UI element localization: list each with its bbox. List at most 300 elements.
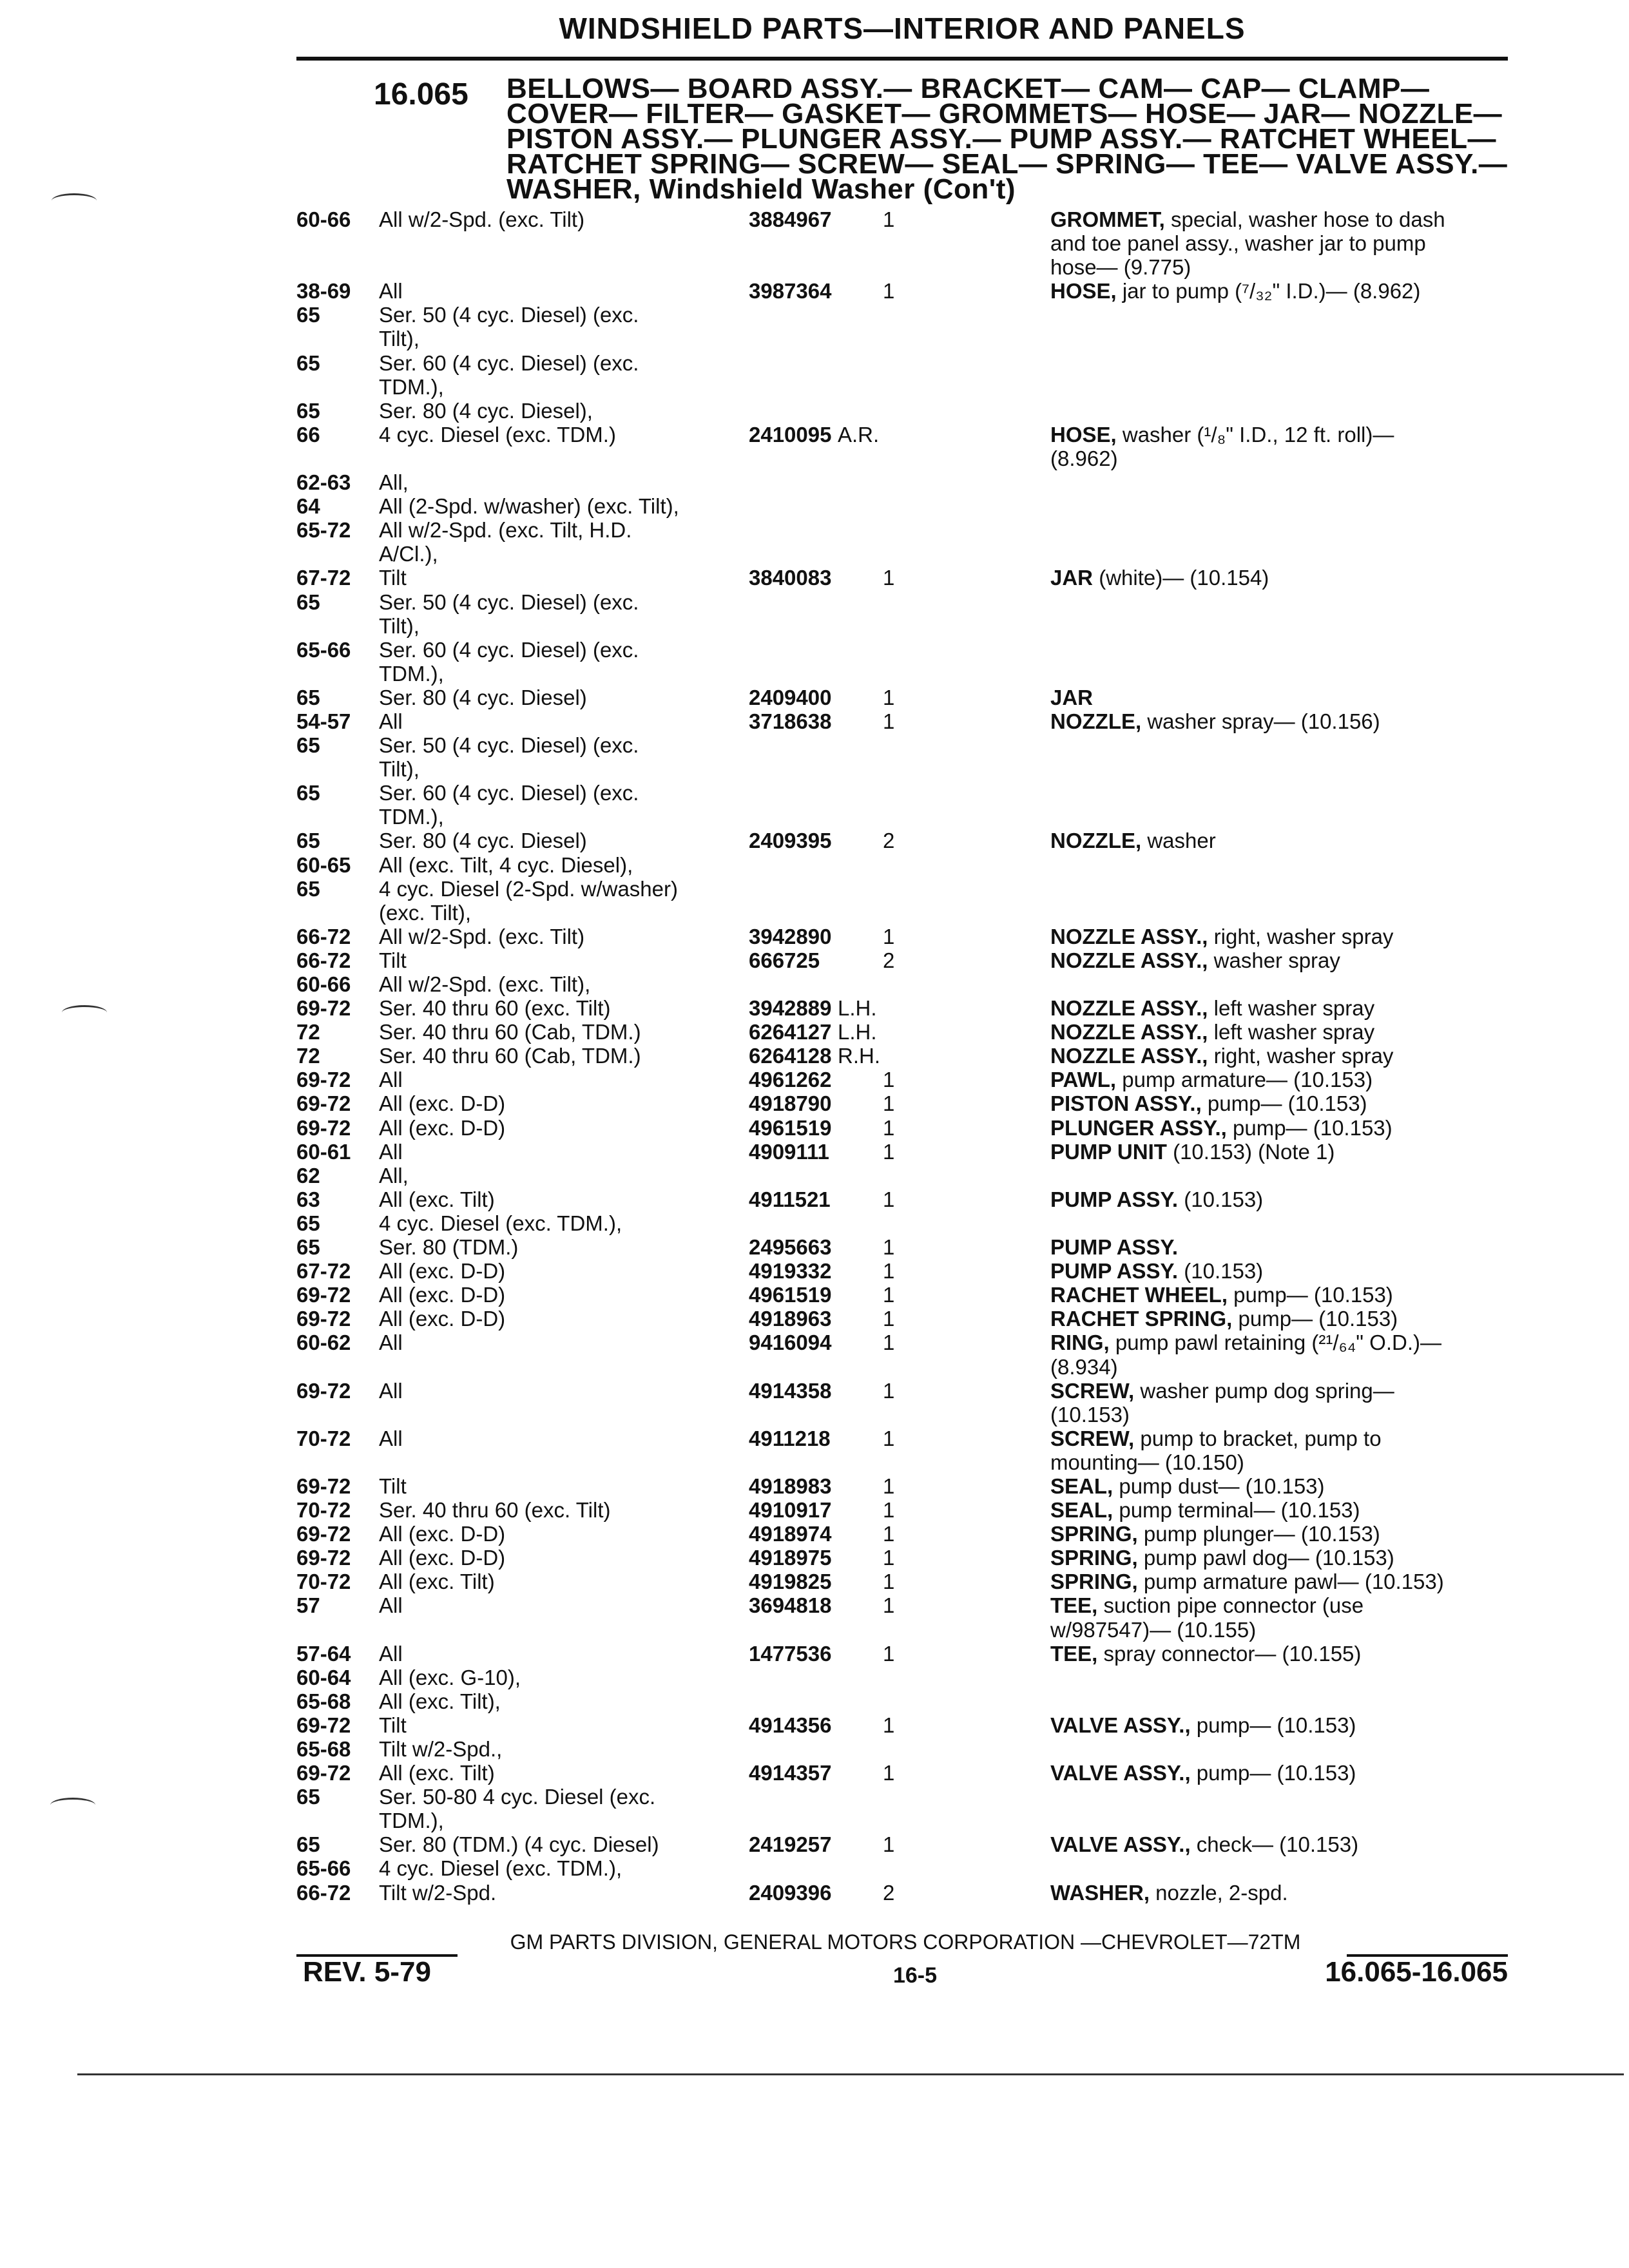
section-title-line: WASHER, Windshield Washer (Con't): [506, 173, 1016, 205]
row-part-number: 4911218: [749, 1426, 831, 1450]
row-quantity: 1: [883, 1522, 895, 1546]
row-description: [1050, 996, 1514, 1020]
row-model: 4 cyc. Diesel (2-Spd. w/washer): [379, 876, 678, 901]
row-part-number: 4910917: [749, 1498, 832, 1523]
row-description-text: pump armature pawl— (10.153): [1137, 1570, 1444, 1594]
list-item: [296, 207, 1521, 231]
row-part-number: 4914358: [749, 1378, 832, 1403]
row-description-name: RACHET WHEEL,: [1050, 1283, 1228, 1307]
row-model: Tilt w/2-Spd.: [379, 1880, 497, 1905]
row-part-number: 4911521: [749, 1187, 831, 1211]
row-year: 65-66: [296, 1856, 351, 1881]
row-description-text: hose— (9.775): [1050, 255, 1191, 280]
row-description-text: right, washer spray: [1208, 1044, 1394, 1068]
row-year: 69-72: [296, 1761, 351, 1785]
row-description: [1050, 925, 1514, 948]
row-model: 4 cyc. Diesel (exc. TDM.): [379, 422, 616, 447]
row-description-text: (10.153): [1178, 1259, 1264, 1283]
list-item: [296, 1737, 1521, 1761]
row-year: 69-72: [296, 1091, 351, 1116]
row-model: 4 cyc. Diesel (exc. TDM.),: [379, 1856, 622, 1881]
row-description-text: mounting— (10.150): [1050, 1450, 1244, 1474]
row-description-name: NOZZLE ASSY.,: [1050, 1020, 1208, 1044]
row-year: 65: [296, 685, 320, 709]
list-item: [296, 518, 1521, 542]
row-description-text: pump plunger— (10.153): [1137, 1522, 1380, 1546]
list-item: [296, 327, 1521, 351]
row-model: Tilt: [379, 566, 407, 590]
list-item: [296, 1068, 1521, 1091]
row-year: 64: [296, 494, 320, 519]
row-quantity: R.H.: [838, 1044, 880, 1068]
row-model: All (exc. D-D): [379, 1522, 506, 1546]
list-item: [296, 1091, 1521, 1115]
row-year: 38-69: [296, 279, 351, 303]
row-year: 65: [296, 829, 320, 853]
row-model: All: [379, 709, 403, 733]
row-description-text: and toe panel assy., washer jar to pump: [1050, 231, 1426, 256]
row-description-name: VALVE ASSY.,: [1050, 1761, 1191, 1785]
row-description-name: PUMP ASSY.: [1050, 1187, 1179, 1211]
row-year: 65: [296, 1235, 320, 1260]
row-model: All (exc. D-D): [379, 1283, 506, 1307]
list-item: [296, 1881, 1521, 1905]
row-description-text: pump terminal— (10.153): [1113, 1498, 1360, 1523]
row-quantity: A.R.: [838, 422, 880, 447]
row-model: All: [379, 1593, 403, 1618]
row-description: [1050, 1116, 1514, 1140]
row-year: 65: [296, 733, 320, 758]
row-quantity: 1: [883, 207, 895, 231]
row-description-text: pump to bracket, pump to: [1134, 1426, 1382, 1450]
row-model: Ser. 80 (4 cyc. Diesel),: [379, 398, 593, 423]
row-year: 69-72: [296, 1283, 351, 1307]
row-description: [1050, 1044, 1514, 1068]
list-item: [296, 805, 1521, 829]
row-model: All: [379, 1378, 403, 1403]
row-model: Tilt: [379, 948, 407, 972]
row-description: [1050, 1403, 1514, 1427]
list-item: [296, 255, 1521, 279]
list-item: [296, 972, 1521, 996]
header-rule: [296, 57, 1508, 61]
row-part-number: 4918974: [749, 1522, 832, 1546]
list-item: [296, 1522, 1521, 1546]
list-item: [296, 1379, 1521, 1403]
row-year: 65: [296, 781, 320, 805]
row-quantity: 1: [883, 1259, 895, 1283]
row-quantity: 1: [883, 1570, 895, 1594]
list-item: [296, 231, 1521, 255]
row-year: 69-72: [296, 1474, 351, 1498]
row-part-number: 4918975: [749, 1546, 832, 1570]
row-description-name: GROMMET,: [1050, 207, 1165, 231]
row-description-name: SPRING,: [1050, 1522, 1138, 1546]
row-description-text: left washer spray: [1208, 996, 1375, 1021]
row-model: All,: [379, 470, 409, 495]
row-model: All (exc. D-D): [379, 1307, 506, 1331]
row-year: 65: [296, 303, 320, 327]
row-part-number: 3942890: [749, 924, 832, 948]
row-description: [1050, 1283, 1514, 1307]
row-model: TDM.),: [379, 805, 444, 829]
row-part-number: 4914357: [749, 1761, 832, 1785]
list-item: [296, 1427, 1521, 1450]
list-item: [296, 757, 1521, 781]
parts-list: [296, 207, 1521, 1905]
row-part-number: 4961262: [749, 1068, 832, 1092]
list-item: [296, 662, 1521, 686]
row-part-number: 2409400: [749, 685, 832, 709]
row-description-name: NOZZLE ASSY.,: [1050, 996, 1208, 1021]
row-quantity: 1: [883, 1713, 895, 1737]
row-model: All (exc. D-D): [379, 1546, 506, 1570]
list-item: [296, 1809, 1521, 1832]
row-description-name: PISTON ASSY.,: [1050, 1091, 1202, 1116]
row-description: [1050, 1450, 1514, 1474]
row-model: All w/2-Spd. (exc. Tilt),: [379, 972, 591, 996]
list-item: [296, 901, 1521, 925]
row-description-text: washer pump dog spring—: [1134, 1378, 1394, 1403]
row-model: All (exc. D-D): [379, 1115, 506, 1140]
list-item: [296, 1856, 1521, 1880]
row-description: [1050, 207, 1514, 231]
row-model: Ser. 50 (4 cyc. Diesel) (exc.: [379, 590, 639, 614]
row-model: All w/2-Spd. (exc. Tilt): [379, 207, 585, 231]
row-year: 66-72: [296, 948, 351, 972]
list-item: [296, 733, 1521, 757]
row-description-text: nozzle, 2-spd.: [1150, 1880, 1288, 1905]
row-description: [1050, 1474, 1514, 1498]
row-quantity: 1: [883, 279, 895, 303]
row-model: Ser. 60 (4 cyc. Diesel) (exc.: [379, 351, 639, 375]
list-item: [296, 1785, 1521, 1809]
row-model: Ser. 40 thru 60 (Cab, TDM.): [379, 1044, 641, 1068]
row-year: 69-72: [296, 1378, 351, 1403]
row-part-number: 4918790: [749, 1091, 832, 1116]
row-description-text: washer spray: [1208, 948, 1340, 972]
section-title: [506, 73, 1512, 205]
row-description: [1050, 709, 1514, 733]
row-model: All w/2-Spd. (exc. Tilt, H.D.: [379, 518, 632, 543]
row-year: 65-68: [296, 1689, 351, 1713]
row-quantity: 1: [883, 685, 895, 709]
list-item: [296, 1474, 1521, 1498]
row-description-name: VALVE ASSY.,: [1050, 1713, 1191, 1737]
row-quantity: 1: [883, 1068, 895, 1092]
row-quantity: 1: [883, 1187, 895, 1211]
row-part-number: 1477536: [749, 1641, 832, 1666]
row-model: TDM.),: [379, 374, 444, 399]
row-description: [1050, 255, 1514, 279]
row-description: [1050, 1832, 1514, 1856]
list-item: [296, 853, 1521, 877]
row-description-name: VALVE ASSY.,: [1050, 1832, 1191, 1857]
list-item: [296, 686, 1521, 709]
row-part-number: 4919825: [749, 1570, 832, 1594]
row-part-number: 4918983: [749, 1474, 832, 1498]
row-model: All: [379, 1331, 403, 1355]
row-description-name: SPRING,: [1050, 1546, 1138, 1570]
row-quantity: 1: [883, 1593, 895, 1618]
row-description-name: HOSE,: [1050, 279, 1117, 303]
row-model: 4 cyc. Diesel (exc. TDM.),: [379, 1211, 622, 1235]
row-description-name: RACHET SPRING,: [1050, 1307, 1233, 1331]
row-description: [1050, 1068, 1514, 1091]
row-year: 65: [296, 876, 320, 901]
row-description-name: JAR: [1050, 566, 1094, 590]
row-description-text: (8.934): [1050, 1354, 1118, 1379]
row-part-number: 3884967: [749, 207, 832, 231]
row-quantity: 2: [883, 1880, 895, 1905]
row-year: 62-63: [296, 470, 351, 495]
scan-artifact: [52, 193, 97, 208]
row-quantity: 1: [883, 1378, 895, 1403]
row-description: [1050, 1140, 1514, 1164]
row-quantity: 2: [883, 829, 895, 853]
row-year: 60-66: [296, 972, 351, 996]
list-item: [296, 638, 1521, 662]
row-quantity: 1: [883, 1115, 895, 1140]
list-item: [296, 1593, 1521, 1617]
row-quantity: 1: [883, 1832, 895, 1857]
list-item: [296, 351, 1521, 375]
list-item: [296, 1761, 1521, 1785]
row-description-text: pump pawl dog— (10.153): [1137, 1546, 1394, 1570]
row-year: 57-64: [296, 1641, 351, 1666]
row-description-name: NOZZLE,: [1050, 709, 1142, 733]
row-model: Tilt: [379, 1713, 407, 1737]
row-description-text: right, washer spray: [1208, 924, 1394, 948]
row-description: [1050, 1091, 1514, 1115]
row-description-name: SCREW,: [1050, 1426, 1135, 1450]
row-description-text: (10.153) (Note 1): [1166, 1139, 1335, 1164]
row-year: 72: [296, 1020, 320, 1044]
list-item: [296, 399, 1521, 423]
row-part-number: 4961519: [749, 1283, 832, 1307]
row-model: Ser. 50-80 4 cyc. Diesel (exc.: [379, 1785, 656, 1809]
page-header-title: WINDSHIELD PARTS—INTERIOR AND PANELS: [559, 12, 1246, 45]
row-model: All (exc. D-D): [379, 1091, 506, 1116]
row-model: Ser. 80 (4 cyc. Diesel): [379, 829, 587, 853]
row-year: 67-72: [296, 566, 351, 590]
row-model: Tilt w/2-Spd.,: [379, 1737, 503, 1761]
page-number: 16-5: [892, 1963, 938, 1988]
list-item: [296, 1618, 1521, 1642]
row-year: 62: [296, 1163, 320, 1187]
row-description: [1050, 279, 1514, 303]
row-description-text: spray connector— (10.155): [1097, 1641, 1362, 1666]
row-model: Ser. 50 (4 cyc. Diesel) (exc.: [379, 303, 639, 327]
row-description: [1050, 566, 1514, 590]
row-model: Ser. 60 (4 cyc. Diesel) (exc.: [379, 781, 639, 805]
row-model: All: [379, 1426, 403, 1450]
row-description: [1050, 1593, 1514, 1617]
row-description-text: special, washer hose to dash: [1164, 207, 1445, 231]
list-item: [296, 1498, 1521, 1522]
list-item: [296, 829, 1521, 852]
row-description-text: (white)— (10.154): [1093, 566, 1269, 590]
list-item: [296, 1713, 1521, 1737]
row-year: 65: [296, 1211, 320, 1235]
row-description-name: SEAL,: [1050, 1498, 1113, 1523]
row-part-number: 4909111: [749, 1139, 829, 1164]
row-model: All (exc. Tilt): [379, 1761, 495, 1785]
row-part-number: 4961519: [749, 1115, 832, 1140]
row-description: [1050, 1259, 1514, 1283]
section-title-line: RATCHET SPRING— SCREW— SEAL— SPRING— TEE— VALVE ASSY.—: [506, 148, 1508, 180]
row-year: 66-72: [296, 1880, 351, 1905]
row-model: Ser. 40 thru 60 (exc. Tilt): [379, 1498, 611, 1523]
section-title-line: BELLOWS— BOARD ASSY.— BRACKET— CAM— CAP— CLAMP—: [506, 73, 1430, 104]
row-description: [1050, 1761, 1514, 1785]
row-year: 69-72: [296, 1546, 351, 1570]
row-quantity: 1: [883, 1307, 895, 1331]
row-model: Ser. 40 thru 60 (Cab, TDM.): [379, 1020, 641, 1044]
row-model: All w/2-Spd. (exc. Tilt): [379, 924, 585, 948]
row-description-text: pump pawl retaining (²¹/₆₄" O.D.)—: [1109, 1331, 1441, 1355]
row-description-text: jar to pump (⁷/₃₂" I.D.)— (8.962): [1116, 279, 1421, 303]
row-description-name: JAR: [1050, 685, 1094, 709]
list-item: [296, 1164, 1521, 1187]
row-description-text: pump— (10.153): [1226, 1115, 1393, 1140]
row-description: [1050, 686, 1514, 709]
row-year: 65-66: [296, 637, 351, 662]
row-description: [1050, 1020, 1514, 1044]
row-description-name: RING,: [1050, 1331, 1110, 1355]
row-description: [1050, 1331, 1514, 1354]
row-year: 69-72: [296, 1307, 351, 1331]
row-year: 65-68: [296, 1737, 351, 1761]
row-year: 65-72: [296, 518, 351, 543]
row-description-text: (10.153): [1050, 1402, 1130, 1427]
list-item: [296, 303, 1521, 327]
row-year: 72: [296, 1044, 320, 1068]
row-year: 57: [296, 1593, 320, 1618]
row-model: Ser. 50 (4 cyc. Diesel) (exc.: [379, 733, 639, 758]
row-description: [1050, 423, 1514, 447]
row-model: Ser. 40 thru 60 (exc. Tilt): [379, 996, 611, 1021]
row-year: 65: [296, 398, 320, 423]
row-quantity: 1: [883, 1426, 895, 1450]
row-quantity: 1: [883, 924, 895, 948]
list-item: [296, 1403, 1521, 1427]
row-description-text: pump— (10.153): [1201, 1091, 1367, 1116]
list-item: [296, 1140, 1521, 1164]
row-model: All: [379, 1641, 403, 1666]
section-title-line: PISTON ASSY.— PLUNGER ASSY.— PUMP ASSY.— RATCHET WHEEL—: [506, 123, 1496, 155]
row-model: Ser. 80 (4 cyc. Diesel): [379, 685, 587, 709]
row-description-name: SEAL,: [1050, 1474, 1113, 1498]
row-year: 65: [296, 1832, 320, 1857]
row-description: [1050, 829, 1514, 852]
row-model: All: [379, 279, 403, 303]
row-model: All: [379, 1139, 403, 1164]
revision-label: REV. 5-79: [303, 1956, 431, 1988]
list-item: [296, 1116, 1521, 1140]
row-part-number: 4918963: [749, 1307, 832, 1331]
row-year: 63: [296, 1187, 320, 1211]
row-description: [1050, 1642, 1514, 1666]
row-part-number: 6264128: [749, 1044, 832, 1068]
row-description: [1050, 1307, 1514, 1331]
row-description: [1050, 1618, 1514, 1642]
row-description: [1050, 1546, 1514, 1570]
row-model: All (exc. G-10),: [379, 1665, 521, 1689]
list-item: [296, 1283, 1521, 1307]
row-description-text: (8.962): [1050, 446, 1118, 470]
list-item: [296, 542, 1521, 566]
row-description-text: (10.153): [1178, 1187, 1264, 1211]
row-quantity: 1: [883, 1474, 895, 1498]
row-part-number: 2409395: [749, 829, 832, 853]
list-item: [296, 781, 1521, 805]
row-model: Tilt),: [379, 757, 419, 782]
row-description-name: NOZZLE ASSY.,: [1050, 924, 1208, 948]
list-item: [296, 1666, 1521, 1689]
row-quantity: L.H.: [838, 996, 877, 1021]
list-item: [296, 948, 1521, 972]
row-description-text: washer (¹/₈" I.D., 12 ft. roll)—: [1116, 422, 1394, 447]
list-item: [296, 877, 1521, 901]
row-part-number: 3840083: [749, 566, 832, 590]
list-item: [296, 1235, 1521, 1259]
list-item: [296, 1259, 1521, 1283]
row-description-name: PAWL,: [1050, 1068, 1117, 1092]
row-description-text: washer spray— (10.156): [1141, 709, 1380, 733]
row-description: [1050, 1713, 1514, 1737]
scan-artifact: [50, 1798, 95, 1812]
footer-publisher: GM PARTS DIVISION, GENERAL MOTORS CORPORATION —CHEVROLET—72TM: [510, 1930, 1301, 1954]
row-model: All (exc. Tilt): [379, 1187, 495, 1211]
row-model: A/Cl.),: [379, 542, 438, 566]
row-quantity: 1: [883, 566, 895, 590]
row-model: Tilt),: [379, 613, 419, 638]
row-part-number: 3942889: [749, 996, 832, 1021]
row-model: TDM.),: [379, 1809, 444, 1833]
row-year: 54-57: [296, 709, 351, 733]
list-item: [296, 1642, 1521, 1666]
row-year: 69-72: [296, 1522, 351, 1546]
row-part-number: 4914356: [749, 1713, 832, 1737]
row-description-name: TEE,: [1050, 1641, 1098, 1666]
row-description: [1050, 1235, 1514, 1259]
row-description-text: pump— (10.153): [1190, 1713, 1356, 1737]
row-year: 60-64: [296, 1665, 351, 1689]
list-item: [296, 470, 1521, 494]
row-model: All (2-Spd. w/washer) (exc. Tilt),: [379, 494, 679, 519]
row-description-name: PUMP UNIT: [1050, 1139, 1167, 1164]
list-item: [296, 279, 1521, 303]
row-description-text: left washer spray: [1208, 1020, 1375, 1044]
list-item: [296, 566, 1521, 590]
row-quantity: 2: [883, 948, 895, 972]
row-year: 70-72: [296, 1426, 351, 1450]
row-year: 69-72: [296, 1713, 351, 1737]
row-description-text: pump dust— (10.153): [1113, 1474, 1325, 1498]
row-model: All (exc. D-D): [379, 1259, 506, 1283]
row-description-name: SCREW,: [1050, 1378, 1135, 1403]
row-description-name: PUMP ASSY.: [1050, 1259, 1179, 1283]
row-year: 67-72: [296, 1259, 351, 1283]
list-item: [296, 1331, 1521, 1354]
row-part-number: 9416094: [749, 1331, 832, 1355]
row-model: All (exc. Tilt),: [379, 1689, 501, 1713]
row-model: TDM.),: [379, 661, 444, 686]
row-description-text: pump— (10.153): [1232, 1307, 1398, 1331]
row-part-number: 3694818: [749, 1593, 832, 1618]
row-description-name: NOZZLE,: [1050, 829, 1142, 853]
